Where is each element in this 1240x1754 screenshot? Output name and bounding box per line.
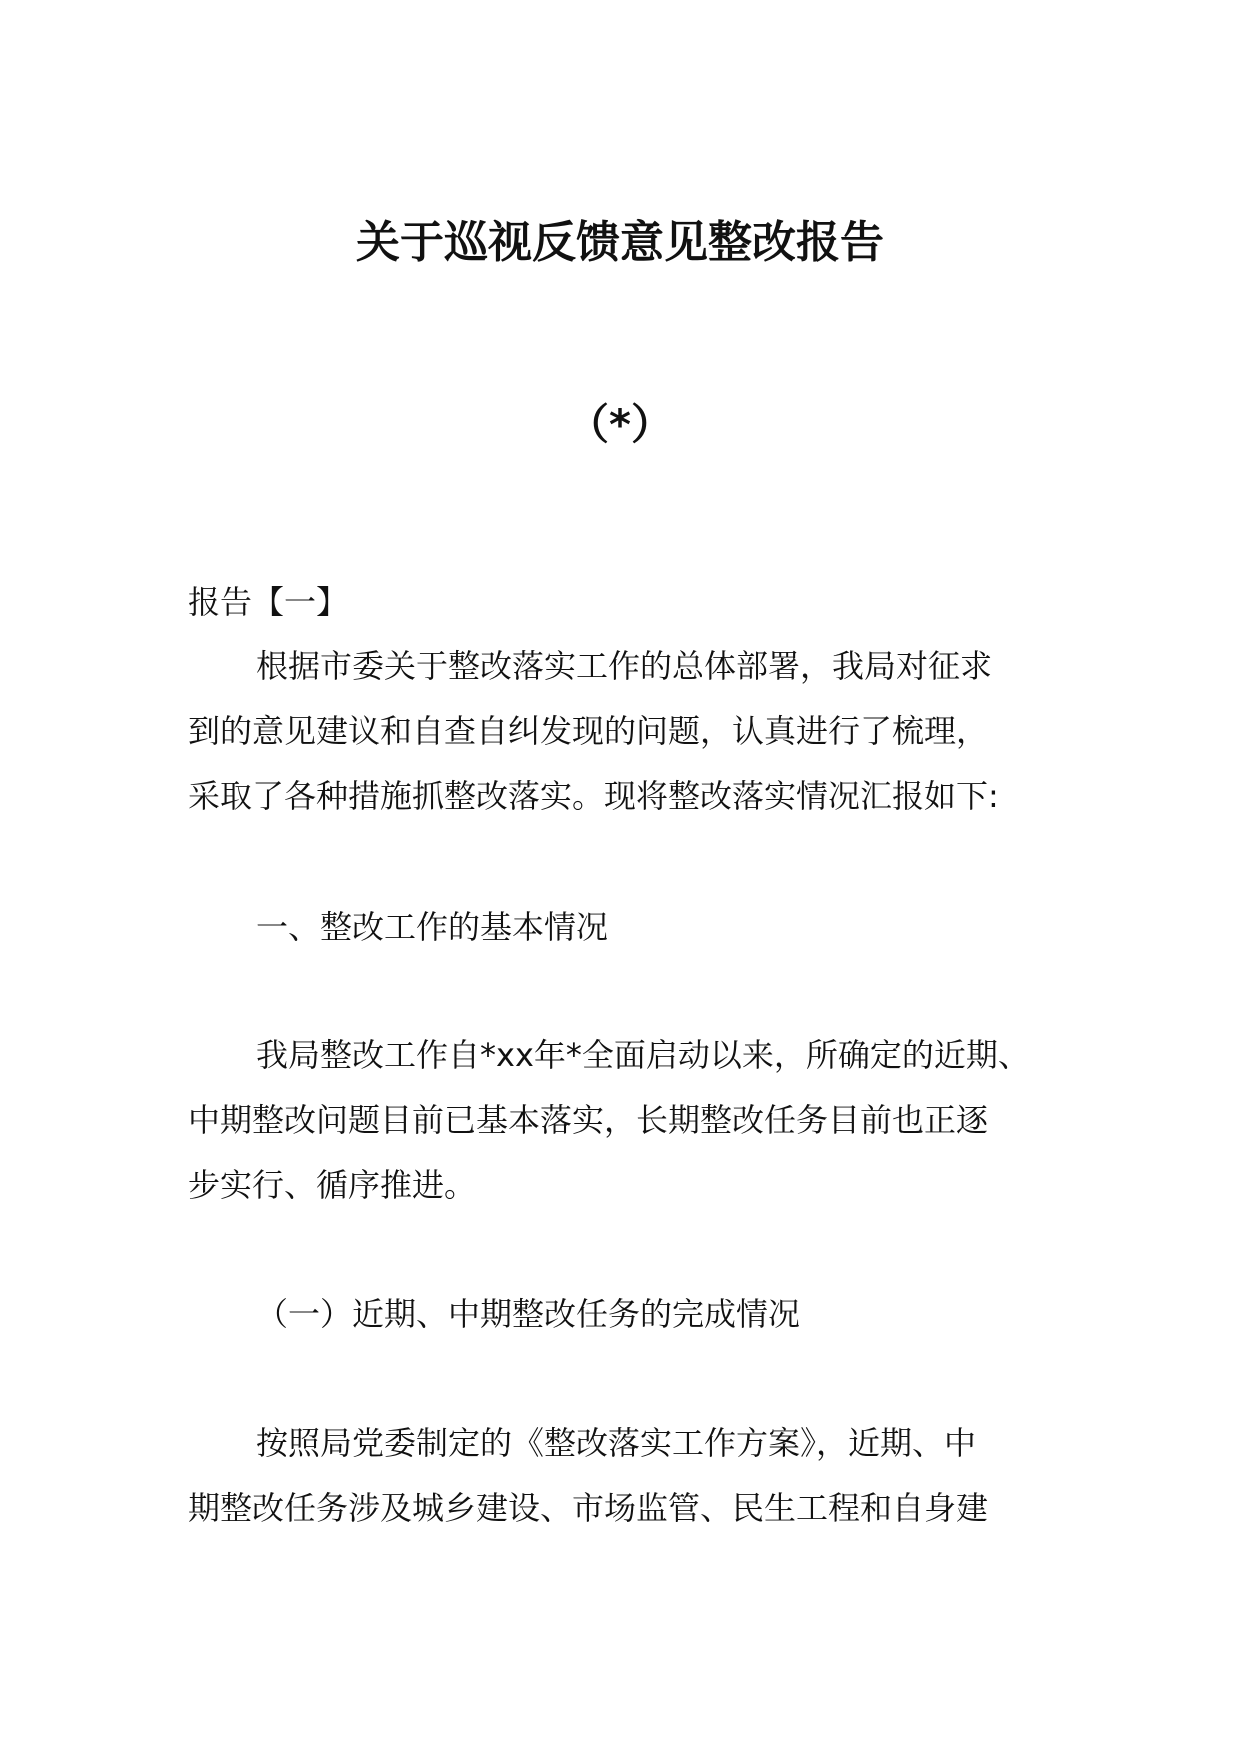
paragraph-line: 根据市委关于整改落实工作的总体部署，我局对征求 <box>256 647 993 685</box>
paragraph-line: 到的意见建议和自查自纠发现的问题，认真进行了梳理， <box>188 712 989 750</box>
paragraph-line: 步实行、循序推进。 <box>188 1166 477 1204</box>
paragraph-line: 期整改任务涉及城乡建设、市场监管、民生工程和自身建 <box>188 1489 989 1527</box>
document-title: 关于巡视反馈意见整改报告 <box>356 217 884 268</box>
paragraph-line: 按照局党委制定的《整改落实工作方案》，近期、中 <box>256 1424 977 1462</box>
section-heading: 一、整改工作的基本情况 <box>256 908 609 946</box>
document-subtitle: （*） <box>567 400 673 449</box>
paragraph-line: 我局整改工作自*xx年*全面启动以来，所确定的近期、 <box>256 1036 1030 1074</box>
paragraph-line: 采取了各种措施抓整改落实。现将整改落实情况汇报如下: <box>188 777 999 815</box>
subsection-heading: （一）近期、中期整改任务的完成情况 <box>256 1295 801 1333</box>
section-label: 报告【一】 <box>188 583 349 621</box>
paragraph-line: 中期整改问题目前已基本落实，长期整改任务目前也正逐 <box>188 1101 989 1139</box>
